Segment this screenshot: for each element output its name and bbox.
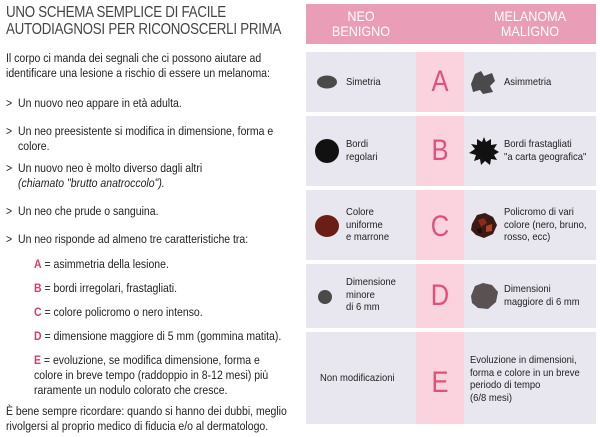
- row-d-malignant: Dimensioni maggiore di 6 mm: [464, 264, 596, 328]
- row-c-malignant: Policromo di vari colore (nero, bruno, rosso, ecc): [464, 190, 596, 260]
- large-mole-icon: [468, 281, 500, 311]
- header-spacer: [416, 4, 464, 44]
- intro-text: Il corpo ci manda dei segnali che ci possono aiutare ad identificare una lesione a rischio di essere un melanoma:: [6, 51, 270, 80]
- bullet-item: > Un neo risponde ad almeno tre caratteristiche tra:: [6, 232, 249, 246]
- bullet-item: > Un neo preesistente si modifica in dimensione, forma e colore.: [6, 124, 274, 153]
- bullet-item: > Un nuovo neo appare in età adulta.: [6, 96, 182, 110]
- row-d-benign: Dimensione minore di 6 mm: [306, 264, 416, 328]
- row-a-benign: Simetria: [306, 52, 416, 112]
- row-b-malignant: Bordi frastagliati "a carta geografica": [464, 116, 596, 186]
- oval-mole-icon: [316, 74, 338, 90]
- header-malignant: MELANOMA MALIGNO: [464, 4, 596, 44]
- row-e-letter: E: [416, 332, 464, 424]
- footer-note: È bene sempre ricordare: quando si hanno dei dubbi, meglio rivolgersi al proprio medico di fiducia e/o al dermatologo.: [6, 404, 287, 433]
- criterion-b: B = bordi irregolari, frastagliati.: [34, 281, 178, 295]
- asymmetric-mole-icon: [468, 68, 498, 96]
- small-mole-icon: [317, 289, 333, 305]
- row-c-benign: Colore uniforme e marrone: [306, 190, 416, 260]
- row-e-malignant: Evoluzione in dimensioni, forma e colore in un breve periodo di tempo (6/8 mesi): [464, 332, 596, 424]
- row-a-letter: A: [416, 52, 464, 112]
- page-title: UNO SCHEMA SEMPLICE DI FACILE AUTODIAGNOSI PER RICONOSCERLI PRIMA: [6, 4, 282, 38]
- row-a-malignant: Asimmetria: [464, 52, 596, 112]
- criterion-e: E = evoluzione, se modifica dimensione, forma e colore in breve tempo (raddoppio in 8-12 mesi) più raramente un nodulo colorato che cresce.: [34, 353, 269, 397]
- criterion-a: A = asimmetria della lesione.: [34, 257, 169, 271]
- row-c-letter: C: [416, 190, 464, 260]
- abcde-table: [306, 4, 596, 424]
- uniform-brown-mole-icon: [314, 214, 340, 238]
- polychrome-mole-icon: [468, 210, 500, 240]
- text-column: [6, 4, 302, 433]
- header-benign: NEO BENIGNO: [306, 4, 416, 44]
- bullet-item: > Un neo che prude o sanguina.: [6, 204, 159, 218]
- round-black-mole-icon: [314, 138, 340, 164]
- row-e-benign: Non modificazioni: [306, 332, 416, 424]
- row-b-benign: Bordi regolari: [306, 116, 416, 186]
- criterion-c: C = colore policromo o nero intenso.: [34, 305, 203, 319]
- bullet-item: > Un nuovo neo è molto diverso dagli altri (chiamato "brutto anatroccolo").: [6, 161, 203, 190]
- criterion-d: D = dimensione maggiore di 5 mm (gommina matita).: [34, 329, 282, 343]
- row-b-letter: B: [416, 116, 464, 186]
- jagged-mole-icon: [468, 136, 500, 166]
- row-d-letter: D: [416, 264, 464, 328]
